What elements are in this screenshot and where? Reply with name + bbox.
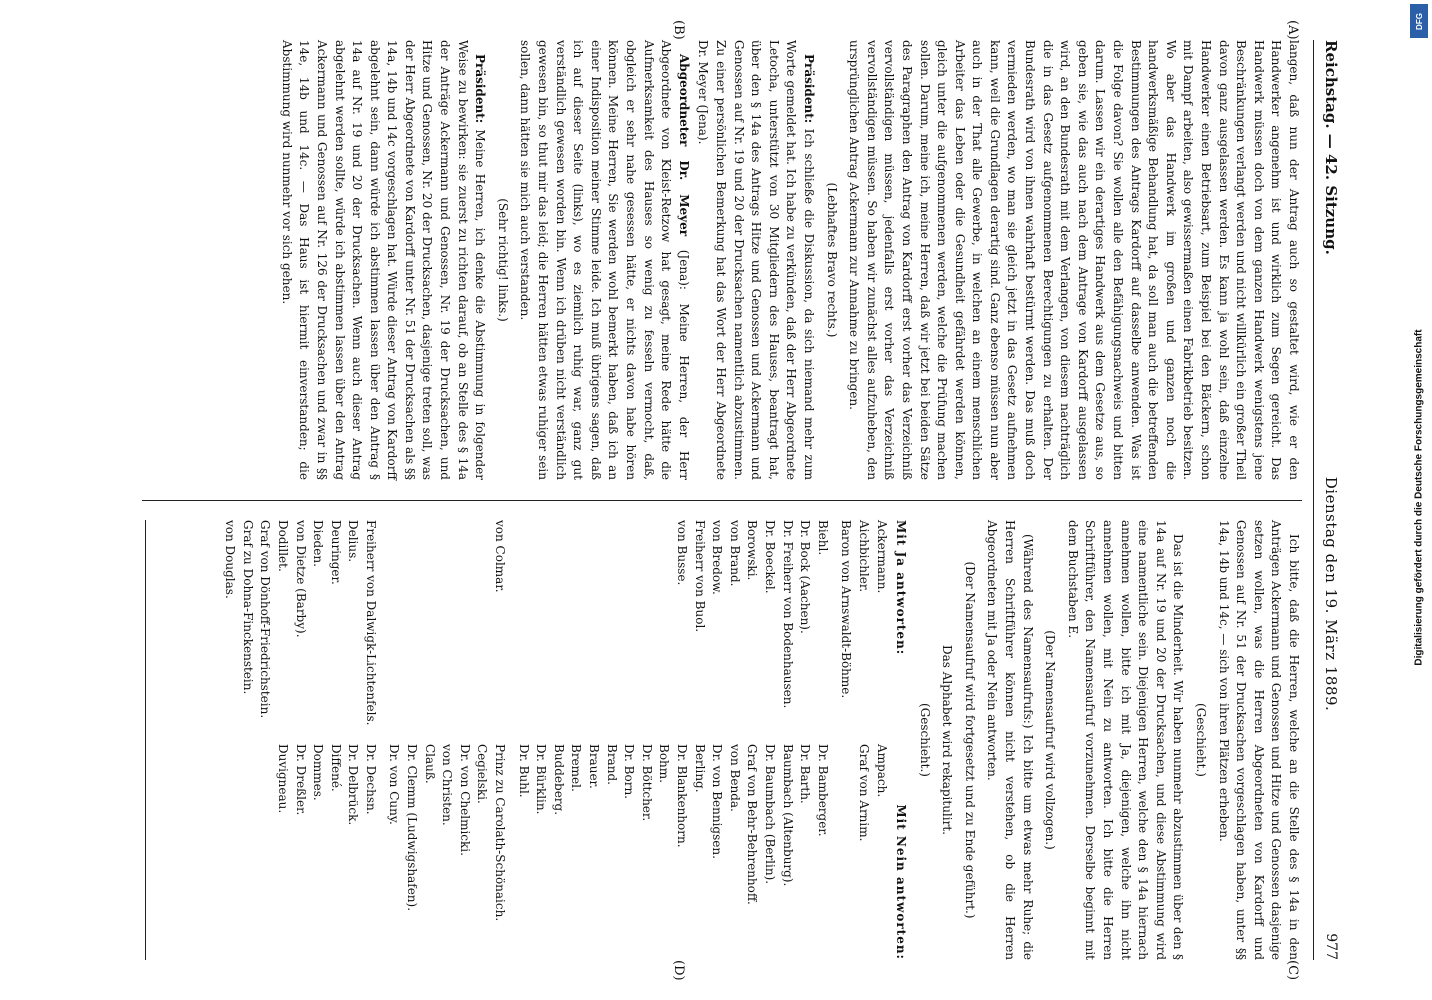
member-name: Graf von Arnim. [856,744,871,842]
member-name: Freiherr von Dalwigk-Lichtenfels. [363,520,378,726]
member-name: Ampach. [874,744,889,798]
vote-headings [892,520,910,960]
member-name: Berling. [692,744,707,793]
member-name: Borowski. [745,520,760,581]
paragraph: langen, daß nun der Antrag auch so gestaltet wird, wie er den Handwerker angenehm ist und wirklich zum Segen gereicht. Das Handwerk müssen doch von dem ganzen Handwerk wenigstens jene Beschränkungen verlangt werden und nicht willkürlich ein großer Theil davon ganz ausgelassen werden. Es kann ja wohl sein, daß einzelne Handwerker einen Betriebsart, zum Beispiel bei den Bäckern, schon mit Dampf arbeiten, also gewissermaßen einen Fabrikbetrieb besitzen. Wo aber das Handwerk im großen und ganzen noch die handwerksmäßige Behandlung hat, da soll man auch die betreffenden Bestimmungen des Antrags Kardorff auf dasselbe anwenden. Was ist die Folge davon? Sie wollen alle den Befähigungsnachweis und bitten darum. Lassen wir ein derartiges Handwerk aus dem Gesetze aus, so geben sie, wie das auch nach dem Antrage von Kardorff ausgelassen wird, an den Bundesrath mit dem Verlangen, von diesem nachträglich die in das Gesetz aufgenommenen Berechtigungen zu erhalten. Der Bundesrath wird von ihnen wahrhaft bestürmt werden. Das muß doch vermieden werden, wo man sie gleich jetzt in das Gesetz aufnehmen kann, weil die Grundlagen derartig sind. Ganz ebenso müssen nun aber auch in der That alle Gewerbe, in welchen an einem menschlichen Arbeiter das Leben oder die Gesundheit gefährdet werden können, gleich unter die aufgenommenen werden, welche die Prüfung machen sollen. Darum, meine ich, meine Herren, daß wir jetzt bei beiden Sätze des Paragraphen den Antrag von Kardorff erst vorher das Verzeichniß vervollständigen müssen, jedenfalls erst vorher das Verzeichniß vervollständigen müssen. So haben wir zunächst alles aufzuheben, den ursprünglichen Antrag Ackermann zur Annahme zu bringen. [847,40,1301,480]
member-name: Dr. Dreßler. [293,744,308,816]
member-name: Dr. Clemm (Ludwigshafen). [405,744,420,912]
speech-text: (Jena): Meine Herren, der Herr Abgeordnete von Kleist-Retzow hat gesagt, meine Rede hätte die Aufmerksamkeit des Hauses so wenig zu fesseln vermocht, daß, obgleich er sehr nahe gesessen hätte, er nichts davon habe hören können. Meine Herren, Sie werden wohl bemerkt haben, daß ich an einer Indisposition meiner Stimme leide. Ich muß übrigens sagen, daß ich auf dieser Seite (links), wo es ziemlich ruhig war, ganz gut verständlich gewesen worden bin. Wenn ich drüben nicht verständlich gewesen bin, so thut mir das leid; die Herren hätten etwas ruhiger sein sollen, dann hätten sie mich auch verstanden. [518,40,691,480]
member-name: Biehl. [815,520,830,556]
member-name: Dommes. [311,744,326,801]
speaker-name: Präsident: [801,54,816,124]
paragraph [277,40,488,480]
member-name: Prinz zu Carolath-Schönaich. [493,744,508,922]
speech-text: Ich schließe die Diskussion, da sich niemand mehr zum Worte gemeldet hat. Ich habe zu verkünden, daß der Herr Abgeordnete Letocha, unterstützt von 30 Mitgliedern des Hauses, beantragt hat, über den § 14a des Antrags Hitze und Genossen und Ackermann und Genossen auf Nr. 19 und 20 der Drucksachen namentlich abzustimmen. Zu einer persönlichen Bemerkung hat das Wort der Herr Abgeordnete Dr. Meyer (Jena). [696,40,816,480]
member-name: von Colmar. [493,520,508,593]
rotated-document-page [46,20,1386,980]
member-name: Baumbach (Altenburg). [780,744,795,887]
member-name: Dr. Buhl. [516,744,531,798]
no-list [514,744,831,960]
speaker-name: Abgeordneter Dr. Meyer [676,54,691,237]
member-name: Dr. von Bennigsen. [710,744,725,859]
digitization-notice-text: Digitalisierung gefördert durch die Deutsche Forschungsgemeinschaft [1413,329,1425,666]
member-name: Duvigneau. [275,744,290,814]
member-name: Dr. von Chelmicki. [457,744,472,856]
member-name: von Douglas. [223,520,238,599]
event-note: (Während des Namensaufrufs:) Ich bitte um etwas mehr Ruhe; die Herren Schriftführer können nicht verstehen, ob die Herren Abgeordneten mit Ja oder Nein antworten. [985,520,1035,960]
margin-letter-d: (D) [671,960,686,981]
speaker-name: Präsident: [473,54,488,124]
member-name: von Brand. [727,520,742,587]
member-name: Dr. Freiherr von Bodenhausen. [780,520,795,709]
member-name: Dr. Delbrück. [346,744,361,826]
member-name: Dr. Bamberger. [815,744,830,837]
member-name: Freiherr von Buol. [692,520,707,633]
event-note: (Der Namensaufruf wird vollzogen.) [1043,630,1058,850]
member-name: Dieden. [311,520,326,567]
no-list [385,744,508,960]
margin-letter-a: (A) [1285,20,1300,40]
member-name: von Busse. [675,520,689,586]
member-name: von Dietze (Barby). [293,520,308,638]
member-name: Dr. Bürklin. [534,744,549,815]
yes-list [514,520,831,736]
yes-list [837,520,890,736]
margin-letter-b: (B) [671,20,686,40]
column-rule [142,500,1302,501]
member-name: Dr. von Cuny. [387,744,402,825]
header-date: Dienstag den 19. März 1889. [1322,476,1340,712]
paragraph: Das Alphabet wird rekapitulirt. [940,645,955,835]
event-note: (Geschieht.) [917,703,932,777]
member-name: Bremel. [569,744,584,792]
member-name: Diffené. [328,744,343,792]
no-list [837,744,890,960]
member-name: Graf zu Dohna-Finckenstein. [240,520,255,695]
member-name: Graf von Dönhoff-Friedrichstein. [258,520,273,719]
member-name: Cegielski. [475,744,490,804]
member-name: Dodillet. [275,520,290,572]
member-name: Dr. Boeckel. [762,520,777,594]
member-name: Brauer. [587,744,602,789]
applause-note: (Lebhaftes Bravo rechts.) [824,182,839,338]
member-name: Ackermann. [874,520,889,594]
bottom-rule [145,520,146,960]
member-name: Dr. Barth. [798,744,813,804]
names-group-b [514,520,831,960]
member-name: Brand. [604,744,619,785]
member-name: Dr. Baumbach (Berlin). [762,744,777,885]
paragraph [694,40,817,480]
header-rule [1313,40,1314,960]
member-name: Bohm. [657,744,672,783]
member-name: Deuringer. [328,520,343,585]
no-list [221,744,379,960]
names-group-d [221,520,379,960]
member-name: Dr. Bock (Aachen). [798,520,813,634]
left-column [275,40,1302,480]
header-page-number: 977 [1323,933,1339,960]
member-name: Dr. Dechsn. [363,744,378,815]
member-name: von Christen. [440,744,455,826]
member-name: Aichbichler. [856,520,871,593]
digitization-notice [1406,0,1432,1000]
right-column [215,520,1302,960]
dfg-logo-text: DFG [1414,12,1424,30]
applause-note: (Sehr richtig! links.) [495,198,510,322]
member-name: Delius. [346,520,361,563]
member-name: von Benda. [727,744,742,812]
no-heading: Mit Nein antworten: [894,804,909,960]
event-note: (Der Namensaufruf wird fortgesetzt und zu Ende geführt.) [962,561,977,919]
member-name: Dr. Blankenhorn. [675,744,689,848]
yes-heading: Mit Ja antworten: [894,520,909,656]
paragraph [516,40,692,480]
event-note: (Geschieht.) [1194,703,1209,777]
member-name: Baron von Arnswaldt-Böhme. [839,520,854,699]
dfg-logo [1410,4,1428,38]
names-group-c [385,520,508,960]
member-name: Buddeberg. [551,744,566,816]
yes-list [385,520,508,736]
member-name: Graf von Behr-Behrenhoff. [745,744,760,905]
header-session: Reichstag. — 42. Sitzung. [1322,40,1340,255]
yes-list [221,520,379,736]
speech-text: Meine Herren, ich denke die Abstimmung in folgender Weise zu bewirken: sie zuerst zu richten darauf, ob an Stelle des § 14a der Anträge Ackermann und Genossen, Nr. 19 der Drucksachen, und Hitze und Genossen, Nr. 20 der Drucksachen, dasjenige treten soll, was der Herr Abgeordnete von Kardorff unter Nr. 51 der Drucksachen als §§ 14a, 14b und 14c vorgeschlagen hat. Würde dieser Antrag von Kardorff abgelehnt sein, dann würde ich abstimmen lassen über den Antrag § 14a auf Nr. 19 und 20 der Drucksachen. Wenn auch dieser Antrag abgelehnt werden sollte, würde ich abstimmen lassen über den Antrag Ackermann und Genossen auf Nr. 126 der Drucksachen und zwar in §§ 14e, 14b und 14c. — Das Haus ist hiermit einverstanden; die Abstimmung wird nunmehr vor sich gehen. [279,40,488,480]
paragraph: Ich bitte, daß die Herren, welche an die Stelle des § 14a in den Anträgen Ackermann und Genossen und Hitze und Genossen dasjenige setzen wollen, was die Herren Abgeordneten von Kardorff und Genossen auf Nr. 51 der Drucksachen vorgeschlagen haben, unter §§ 14a, 14b und 14c, — sich von ihren Plätzen erheben. [1216,520,1301,960]
member-name: Dr. Born. [622,744,637,799]
member-name: Clauß. [422,744,437,784]
names-group-a [837,520,890,960]
page-header [1316,20,1346,980]
margin-letter-c: (C) [1285,960,1300,981]
member-name: Dr. Böttcher. [639,744,654,822]
paragraph: Das ist die Minderheit. Wir haben nunmehr abzustimmen über den § 14a auf Nr. 19 und 20 der Drucksachen, und diese Abstimmung wird eine namentliche sein. Diejenigen Herren, welche den § 14a hiernach annehmen wollen, bitte ich mit Ja, diejenigen, welche ihn nicht annehmen wollen, mit Nein zu antworten. Ich bitte die Herren Schriftführer, den Namensaufruf vorzunehmen. Derselbe beginnt mit dem Buchstaben E. [1065,520,1186,960]
member-name: von Bredow. [710,520,725,595]
